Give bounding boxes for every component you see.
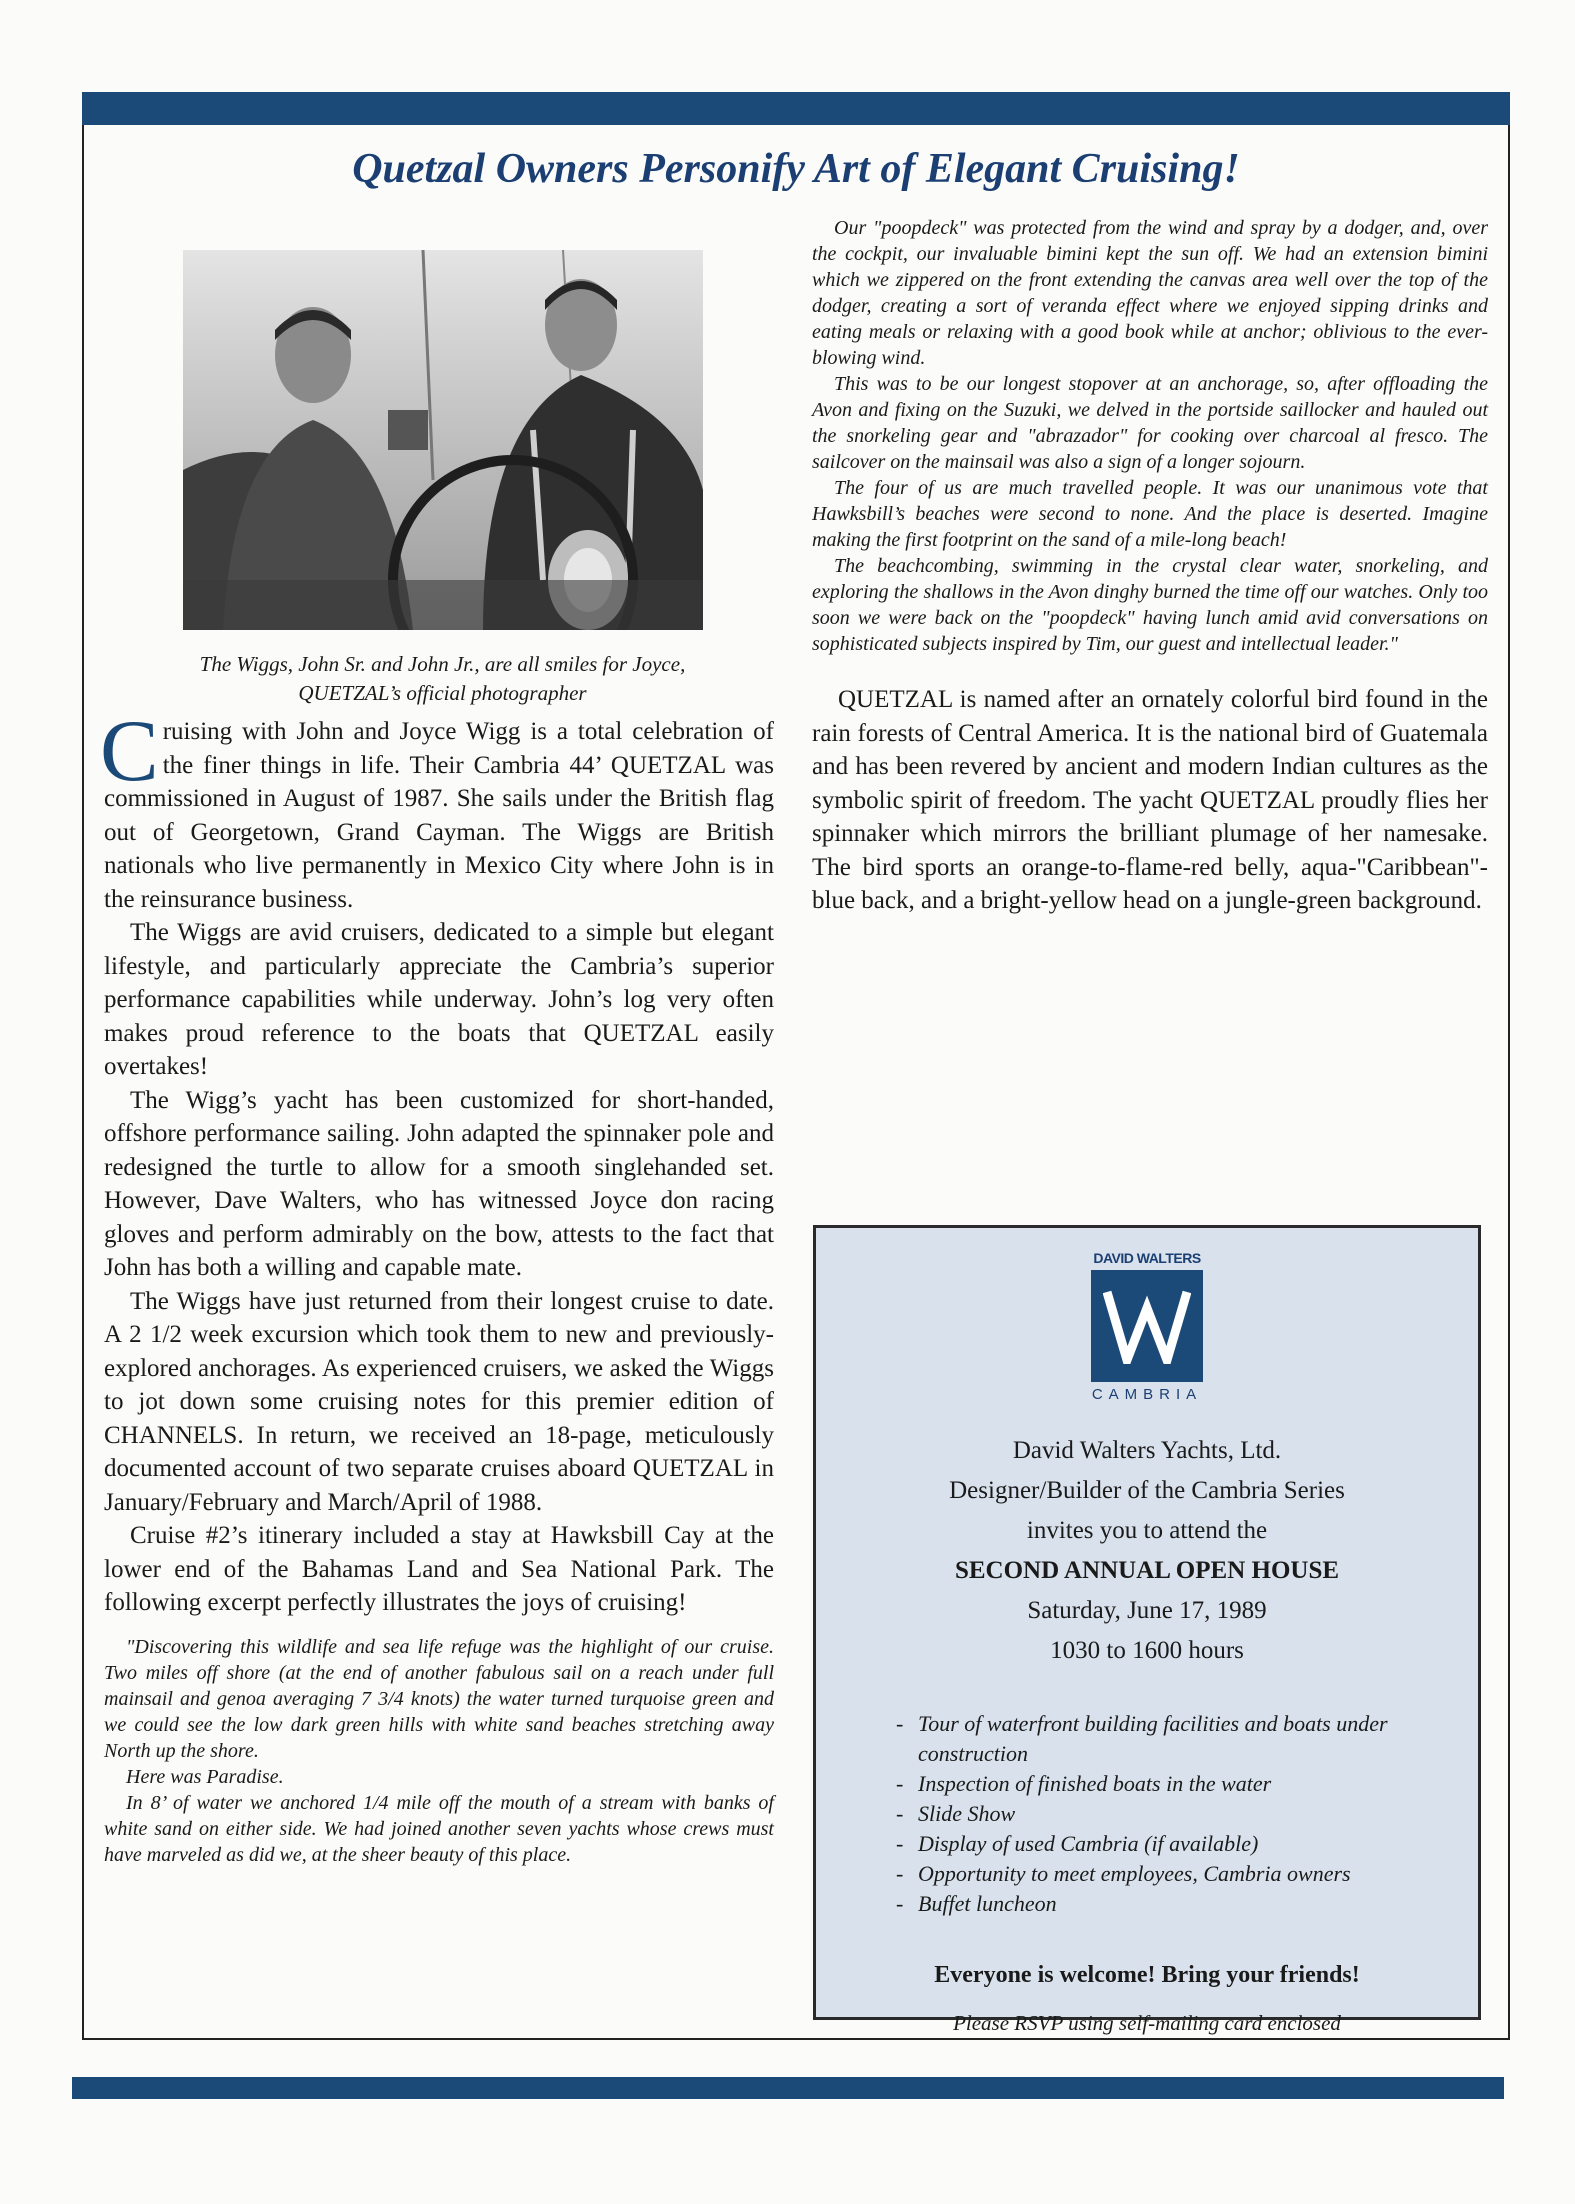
excerpt-quote-start [104,1634,774,1868]
right-column [812,215,1488,918]
quote-paragraph-4: Our "poopdeck" was protected from the wind and spray by a dodger, and, over the cockpit, our invaluable bimini kept the sun off. We had an extension bimini which we zippered on the front extending the canvas area well over the top of the dodger, creating a sort of veranda effect where we enjoyed sipping drinks and eating meals or relaxing with a good book while at anchor; oblivious to the ever-blowing wind. [812,217,1488,369]
bottom-rule [72,2077,1504,2099]
paragraph-4: The Wiggs have just returned from their longest cruise to date. A 2 1/2 week excursion which took them to new and previously-explored anchorages. As experienced cruisers, we asked the Wiggs to jot down some cruising notes for this premier edition of CHANNELS. In return, we received an 18-page, meticulously documented account of two separate cruises aboard QUETZAL in January/February and March/April of 1988. [104,1287,774,1516]
list-item: - Buffet luncheon [896,1889,1478,1919]
intro-text: ruising with John and Joyce Wigg is a total celebration of the finer things in life. Their Cambria 44’ QUETZAL was commissioned in August of 1987. She sails under the British flag out of Georgetown, Grand Cayman. The Wiggs are British nationals who live permanently in Mexico City where John is in the reinsurance business. [104,718,774,913]
cambria-logo [1091,1270,1203,1382]
logo-cambria-text: CAMBRIA [1091,1386,1203,1403]
open-house-invitation [813,1225,1481,2035]
list-item: - Display of used Cambria (if available) [896,1829,1478,1859]
excerpt-quote-continued [812,215,1488,657]
top-rule [82,92,1510,125]
paragraph-3: The Wigg’s yacht has been customized for short-handed, offshore performance sailing. John adapted the spinnaker pole and redesigned the turtle to allow for a smooth singlehanded set. However, Dave Walters, who has witnessed Joyce don racing gloves and perform admirably on the bow, attests to the fact that John has both a willing and capable mate. [104,1086,774,1281]
company-subtitle: Designer/Builder of the Cambria Series [949,1477,1345,1504]
quote-paragraph-5: This was to be our longest stopover at an anchorage, so, after offloading the Avon and fixing on the Suzuki, we delved in the portside saillocker and hauled out the snorkeling gear and "abrazador" for cooking over charcoal al fresco. The sailcover on the mainsail was also a sign of a longer sojourn. [812,373,1488,473]
welcome-line: Everyone is welcome! Bring your friends! [934,1962,1360,1988]
photo-caption [130,650,755,708]
event-date: Saturday, June 17, 1989 [1027,1597,1267,1624]
list-item: - Slide Show [896,1799,1478,1829]
left-column [100,703,774,1868]
company-name: David Walters Yachts, Ltd. [1012,1437,1282,1464]
paragraph-2: The Wiggs are avid cruisers, dedicated to a simple but elegant lifestyle, and particularly appreciate the Cambria’s superior performance capabilities while underway. John’s log very often makes proud reference to the boats that QUETZAL easily overtakes! [104,919,774,1080]
list-item: - Tour of waterfront building facilities and boats under construction [896,1709,1478,1769]
w-logo-icon [1103,1288,1191,1364]
quote-paragraph-3: In 8’ of water we anchored 1/4 mile off the mouth of a stream with banks of white sand on either side. We had joined another seven yachts whose crews must have marveled as did we, at the sheer beauty of this place. [104,1791,774,1866]
invite-text: invites you to attend the [1026,1517,1268,1544]
list-item: - Opportunity to meet employees, Cambria owners [896,1859,1478,1889]
event-hours: 1030 to 1600 hours [1050,1637,1244,1664]
quote-paragraph-2: Here was Paradise. [126,1765,284,1788]
logo-brand-text: DAVID WALTERS [1093,1250,1201,1266]
quote-paragraph-6: The four of us are much travelled people. It was our unanimous vote that Hawksbill’s beaches were second to none. And the place is deserted. Imagine making the first footprint on the sand of a mile-long beach! [812,477,1488,551]
drop-cap: C [100,703,159,800]
quote-paragraph-1: "Discovering this wildlife and sea life refuge was the highlight of our cruise. Two miles off shore (at the end of another fabulous sail on a reach under full mainsail and genoa averaging 7 3/4 knots) the water turned turquoise green and we could see the low dark green hills with white sand beaches stretching away North up the shore. [104,1635,774,1762]
article-headline: Quetzal Owners Personify Art of Elegant Cruising! [352,146,1240,192]
caption-line-2: QUETZAL’s official photographer [298,681,587,705]
quote-paragraph-7: The beachcombing, swimming in the crystal clear water, snorkeling, and exploring the shallows in the Avon dinghy burned the time off our watches. Only too soon we were back on the "poopdeck" having lunch amid avid conversations on sophisticated subjects inspired by Tim, our guest and intellectual leader." [812,555,1488,655]
caption-line-1: The Wiggs, John Sr. and John Jr., are all smiles for Joyce, [199,652,686,676]
quetzal-name-paragraph: QUETZAL is named after an ornately colorful bird found in the rain forests of Central America. It is the national bird of Guatemala and has been revered by ancient and modern Indian cultures as the symbolic spirit of freedom. The yacht QUETZAL proudly flies her spinnaker which mirrors the brilliant plumage of her namesake. The bird sports an orange-to-flame-red belly, aqua-"Caribbean"-blue back, and a bright-yellow head on a jungle-green background. [812,686,1488,914]
list-item: - Inspection of finished boats in the water [896,1769,1478,1799]
event-activities-list [896,1709,1478,1919]
paragraph-5: Cruise #2’s itinerary included a stay at Hawksbill Cay at the lower end of the Bahamas Land and Sea National Park. The following excerpt perfectly illustrates the joys of cruising! [104,1522,774,1616]
event-name: SECOND ANNUAL OPEN HOUSE [954,1557,1340,1584]
photo-of-wiggs [183,250,703,630]
intro-paragraph [100,703,774,916]
photo-icon [183,250,703,630]
rsvp-note: Please RSVP using self-mailing card enclosed [953,2011,1341,2035]
